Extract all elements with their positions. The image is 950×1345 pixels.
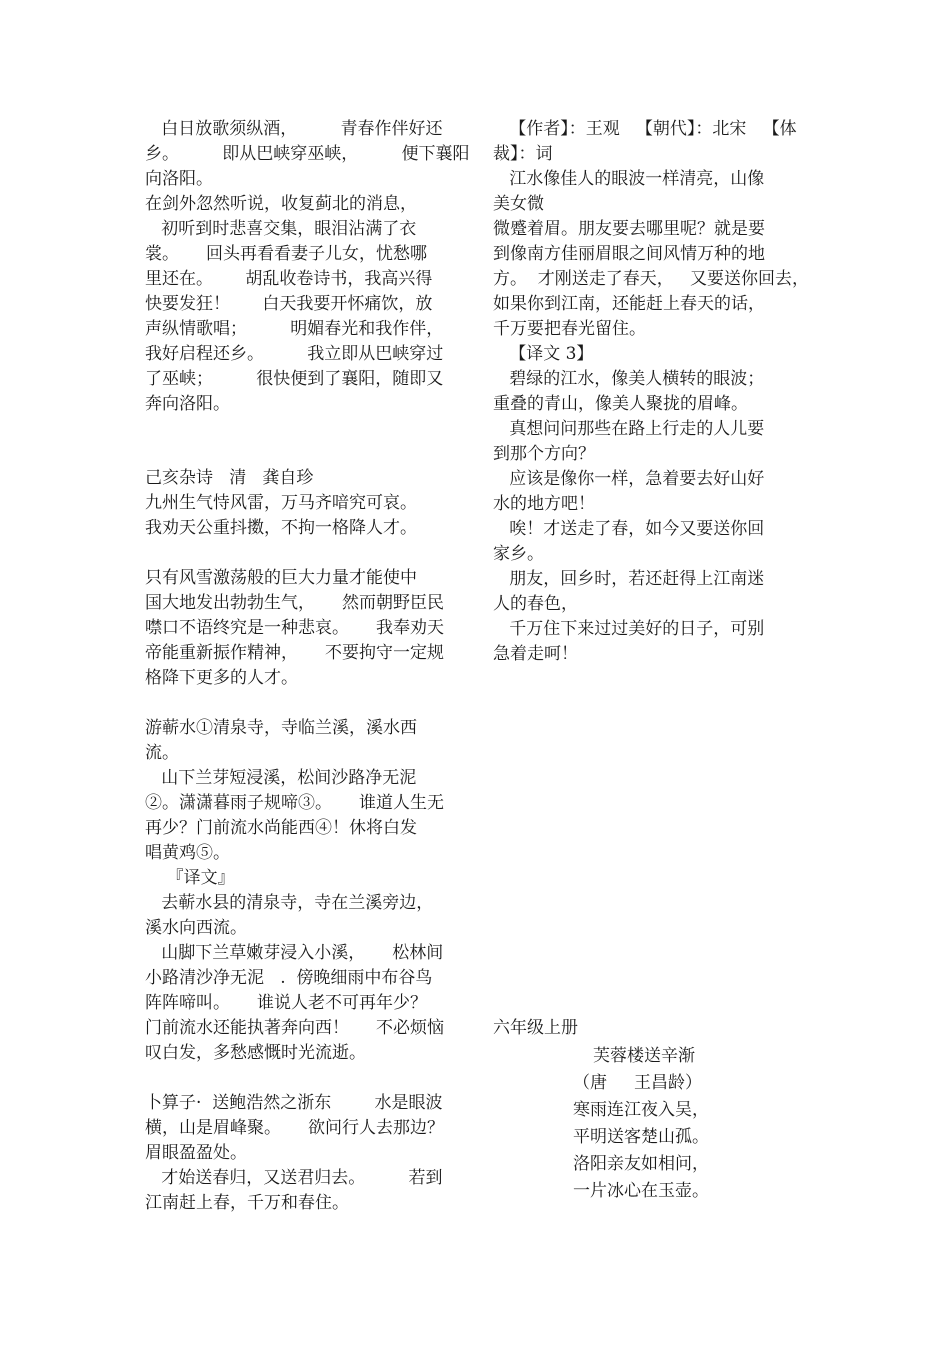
text-line: 美女微 [493, 194, 544, 214]
poem-line: 平明送客楚山孤。 [573, 1127, 709, 1147]
poem-line: 一片冰心在玉壶。 [573, 1181, 709, 1201]
text-line: 初听到时悲喜交集，眼泪沾满了衣 [145, 219, 417, 239]
text-line: 重叠的青山，像美人聚拢的眉峰。 [493, 394, 748, 414]
text-line: 急着走呵！ [493, 644, 578, 664]
text-line: 裳。 回头再看看妻子儿女，忧愁哪 [145, 244, 428, 264]
text-line: 千万住下来过过美好的日子，可别 [493, 619, 765, 639]
text-line: 再少？门前流水尚能西④！休将白发 [145, 818, 417, 838]
poem-line: 寒雨连江夜入吴， [573, 1100, 709, 1120]
text-line: 才始送春归，又送君归去。 若到 [145, 1168, 443, 1188]
text-line: 应该是像你一样，急着要去好山好 [493, 469, 765, 489]
text-line: 在剑外忽然听说，收复蓟北的消息， [145, 194, 417, 214]
text-line: 裁】：词 [493, 144, 553, 164]
text-line: 叹白发，多愁感慨时光流逝。 [145, 1043, 366, 1063]
text-line: 门前流水还能执著奔向西！ 不必烦恼 [145, 1018, 445, 1038]
text-line: 流。 [145, 743, 179, 763]
text-line: 到像南方佳丽眉眼之间风情万种的地 [493, 244, 765, 264]
section-heading: 【译文 3】 [493, 344, 594, 364]
section-heading: 『译文』 [145, 868, 235, 888]
text-line: 人的春色， [493, 594, 578, 614]
text-line: 国大地发出勃勃生气， 然而朝野臣民 [145, 593, 445, 613]
text-line: 向洛阳。 [145, 169, 213, 189]
text-line: 江水像佳人的眼波一样清亮，山像 [493, 169, 765, 189]
text-line: 去蕲水县的清泉寺，寺在兰溪旁边， [145, 893, 434, 913]
text-line: 【作者】：王观 【朝代】：北宋 【体 [493, 119, 797, 139]
text-line: 朋友，回乡时，若还赶得上江南迷 [493, 569, 765, 589]
text-line: 了巫峡； 很快便到了襄阳，随即又 [145, 369, 444, 389]
text-line: 我劝天公重抖擞，不拘一格降人才。 [145, 518, 417, 538]
text-line: 小路清沙净无泥 . 傍晚细雨中布谷鸟 [145, 968, 433, 988]
poem-title: 芙蓉楼送辛渐 [593, 1046, 695, 1066]
text-line: 山脚下兰草嫩芽浸入小溪， 松林间 [145, 943, 444, 963]
text-line: 家乡。 [493, 544, 544, 564]
text-line: 水的地方吧！ [493, 494, 595, 514]
text-line: 碧绿的江水，像美人横转的眼波； [493, 369, 765, 389]
text-line: 方。 才刚送走了春天， 又要送你回去， [493, 269, 810, 289]
text-line: 只有风雪激荡般的巨大力量才能使中 [145, 568, 417, 588]
text-line: 乡。 即从巴峡穿巫峡， 便下襄阳 [145, 144, 470, 164]
text-line: 眉眼盈盈处。 [145, 1143, 247, 1163]
text-line: 快要发狂！ 白天我要开怀痛饮，放 [145, 294, 433, 314]
text-line: 江南赶上春，千万和春住。 [145, 1193, 349, 1213]
poem-line: 洛阳亲友如相问， [573, 1154, 709, 1174]
poem-title: 卜算子· 送鲍浩然之浙东 水是眼波 [145, 1093, 443, 1113]
text-line: 声纵情歌唱； 明媚春光和我作伴， [145, 319, 444, 339]
text-line: 奔向洛阳。 [145, 394, 230, 414]
text-line: 微蹙着眉。朋友要去哪里呢？就是要 [493, 219, 765, 239]
text-line: 阵阵啼叫。 谁说人老不可再年少？ [145, 993, 428, 1013]
text-line: 我好启程还乡。 我立即从巴峡穿过 [145, 344, 444, 364]
text-line: 横，山是眉峰聚。 欲问行人去那边？ [145, 1118, 445, 1138]
poem-author: （唐 王昌龄） [573, 1073, 703, 1093]
text-line: 如果你到江南，还能赶上春天的话， [493, 294, 765, 314]
text-line: 唱黄鸡⑤。 [145, 843, 230, 863]
text-line: 帝能重新振作精神， 不要拘守一定规 [145, 643, 445, 663]
poem-title: 己亥杂诗 清 龚自珍 [145, 468, 314, 488]
text-line: 格降下更多的人才。 [145, 668, 298, 688]
text-line: 到那个方向？ [493, 444, 595, 464]
poem-title: 游蕲水①清泉寺，寺临兰溪，溪水西 [145, 718, 417, 738]
text-line: 噤口不语终究是一种悲哀。 我奉劝天 [145, 618, 445, 638]
grade-heading: 六年级上册 [493, 1018, 578, 1038]
text-line: 真想问问那些在路上行走的人儿要 [493, 419, 765, 439]
text-line: 唉！才送走了春，如今又要送你回 [493, 519, 765, 539]
text-line: 千万要把春光留住。 [493, 319, 646, 339]
text-line: 白日放歌须纵酒， 青春作伴好还 [145, 119, 443, 139]
text-line: 山下兰芽短浸溪，松间沙路净无泥 [145, 768, 417, 788]
text-line: 溪水向西流。 [145, 918, 247, 938]
text-line: 里还在。 胡乱收卷诗书，我高兴得 [145, 269, 433, 289]
text-line: 九州生气恃风雷，万马齐喑究可哀。 [145, 493, 417, 513]
text-line: ②。潇潇暮雨子规啼③。 谁道人生无 [145, 793, 445, 813]
